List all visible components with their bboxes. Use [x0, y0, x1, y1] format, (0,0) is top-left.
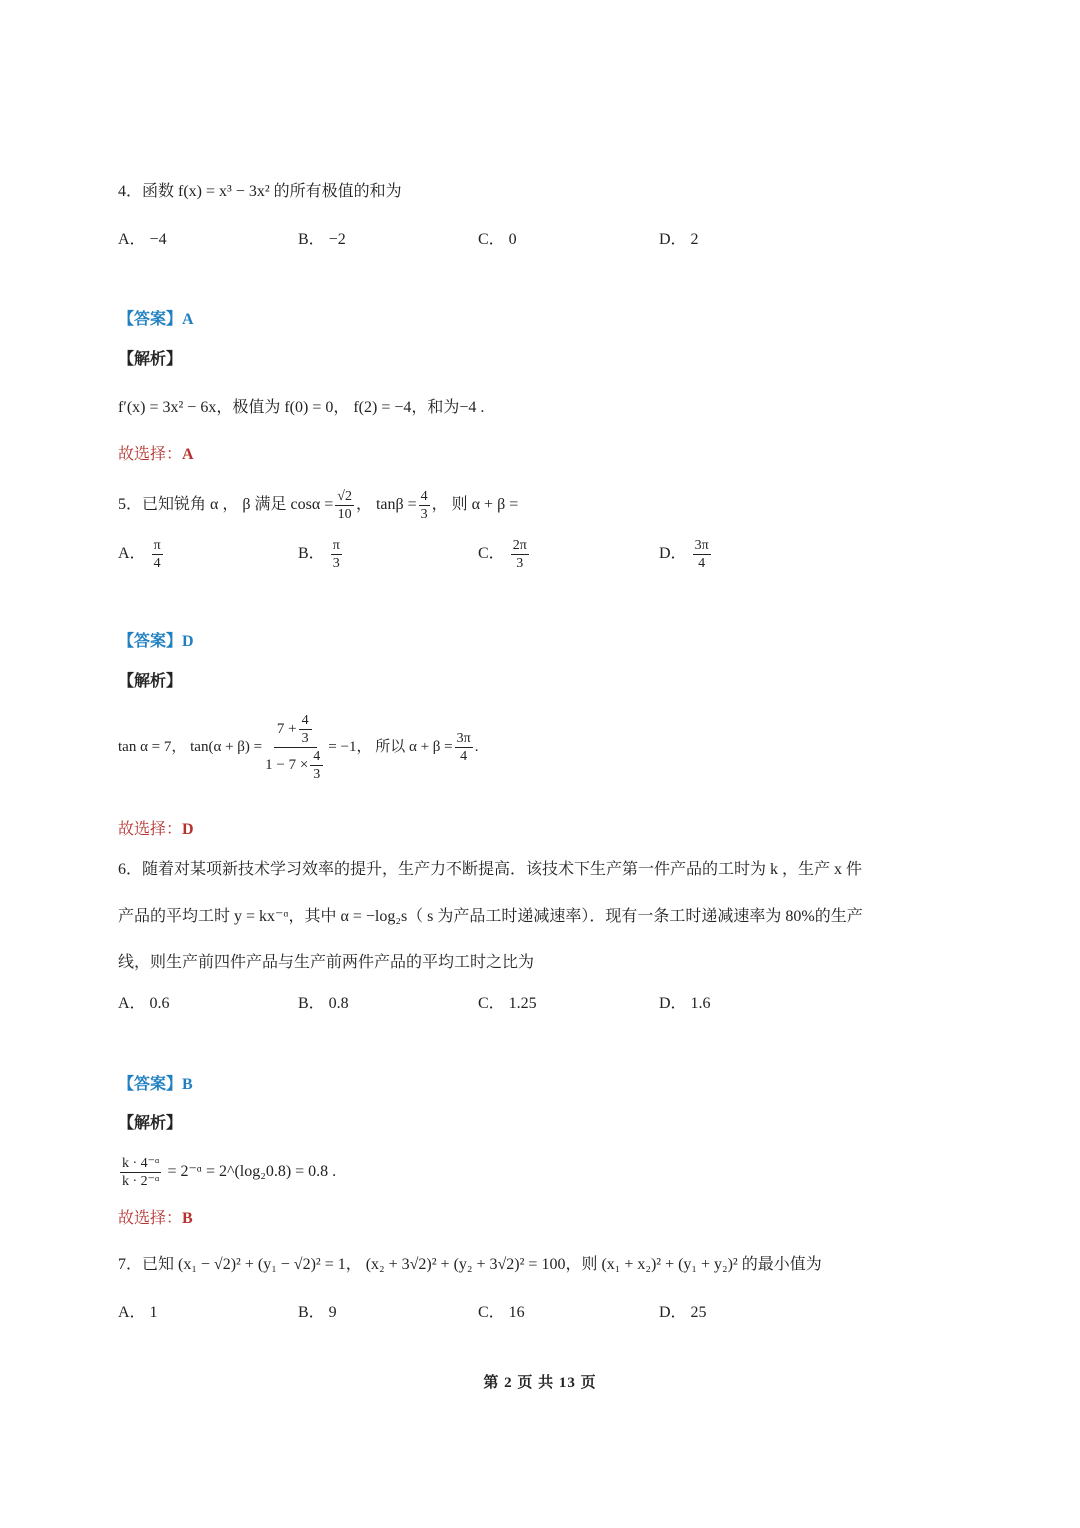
q7-option-d: D． 25	[659, 1304, 707, 1321]
q5-option-a	[118, 537, 165, 572]
numerator-text: 7 +	[276, 720, 297, 737]
numerator: π	[332, 538, 340, 553]
q6-option-c: C． 1.25	[478, 995, 537, 1012]
choose-value: A	[182, 446, 194, 463]
q6-option-b: B． 0.8	[298, 995, 349, 1012]
option-label: D．	[659, 545, 687, 563]
numerator: k · 4⁻ᵅ	[122, 1155, 160, 1171]
denominator: 3	[332, 556, 340, 571]
choose-value: D	[182, 821, 194, 838]
stem-text: ， 则 α + β =	[431, 496, 519, 514]
solution-text: = −1， 所以 α + β =	[328, 738, 453, 755]
fraction	[299, 712, 312, 747]
q5-option-d	[659, 537, 713, 572]
q5-option-c	[478, 537, 531, 572]
q5-choose	[118, 819, 194, 841]
denominator: 3	[516, 556, 524, 571]
q6-solution	[118, 1150, 336, 1194]
denominator: 4	[698, 556, 706, 571]
q7-stem: 7．已知 (x₁ − √2)² + (y₁ − √2)² = 1， (x₂ + 3√2)² + (y₂ + 3√2)² = 100，则 (x₁ + x₂)² + (y₁ + y₂)² 的最小值为	[118, 1256, 822, 1273]
denominator: 4	[460, 749, 468, 764]
choose-value: B	[182, 1210, 193, 1227]
q6-analysis-label: 【解析】	[118, 1115, 183, 1132]
q5-stem	[118, 488, 518, 523]
numerator: 3π	[456, 731, 471, 746]
numerator: 2π	[512, 538, 527, 553]
numerator: π	[153, 538, 161, 553]
numerator: 4	[299, 712, 312, 730]
q6-stem-line2: 产品的平均工时 y = kx⁻ᵅ，其中 α = −log₂s（ s 为产品工时递减速率）．现有一条工时递减速率为 80%的生产	[118, 908, 863, 925]
q5-solution	[118, 712, 478, 783]
q6-option-d: D． 1.6	[659, 995, 711, 1012]
option-label: A．	[118, 545, 146, 563]
q7-option-a: A． 1	[118, 1304, 158, 1321]
numerator: 4	[420, 489, 428, 504]
q4-option-b: B． −2	[298, 231, 346, 248]
choose-label: 故选择：	[118, 446, 183, 463]
fraction	[693, 537, 711, 572]
numerator: 4	[310, 748, 323, 766]
q6-choose	[118, 1208, 193, 1230]
q4-stem: 4．函数 f(x) = x³ − 3x² 的所有极值的和为	[118, 183, 402, 200]
q4-option-a: A． −4	[118, 231, 167, 248]
answer-label: 【答案】	[118, 1076, 183, 1093]
stem-text: ， tanβ =	[355, 496, 417, 514]
solution-text: tan α = 7， tan(α + β) =	[118, 738, 263, 755]
q4-solution: f′(x) = 3x² − 6x，极值为 f(0) = 0， f(2) = −4，和为−4 .	[118, 399, 485, 416]
q4-option-c: C． 0	[478, 231, 517, 248]
fraction	[152, 537, 163, 572]
q5-option-b	[298, 537, 344, 572]
fraction	[120, 1155, 161, 1190]
stem-text: 5．已知锐角 α ， β 满足 cosα =	[118, 496, 334, 514]
q4-option-d: D． 2	[659, 231, 699, 248]
q4-answer	[118, 309, 194, 331]
choose-label: 故选择：	[118, 821, 183, 838]
solution-text: = 2⁻ᵅ = 2^(log₂0.8) = 0.8 .	[167, 1163, 337, 1180]
answer-value: A	[182, 311, 194, 328]
denominator: k · 2⁻ᵅ	[122, 1173, 160, 1189]
page-number-footer: 第 2 页 共 13 页	[483, 1375, 597, 1391]
numerator	[274, 712, 317, 748]
denominator-text: 1 − 7 ×	[265, 756, 309, 773]
q4-analysis-label: 【解析】	[118, 351, 183, 368]
q6-stem-line1: 6．随着对某项新技术学习效率的提升，生产力不断提高．该技术下生产第一件产品的工时为 k ，生产 x 件	[118, 861, 863, 878]
denominator	[265, 748, 325, 783]
solution-text: .	[474, 738, 479, 755]
q6-stem-line3: 线，则生产前四件产品与生产前两件产品的平均工时之比为	[118, 954, 535, 971]
denominator: 4	[153, 556, 161, 571]
q7-option-b: B． 9	[298, 1304, 337, 1321]
denominator: 10	[337, 507, 352, 522]
denominator: 3	[420, 507, 428, 522]
fraction	[511, 537, 529, 572]
fraction	[310, 748, 323, 783]
answer-value: D	[182, 633, 194, 650]
answer-label: 【答案】	[118, 633, 183, 650]
q5-analysis-label: 【解析】	[118, 673, 183, 690]
denominator: 3	[301, 731, 309, 746]
fraction	[335, 488, 354, 523]
option-label: B．	[298, 545, 325, 563]
numerator: √2	[337, 489, 352, 504]
q5-answer	[118, 631, 194, 653]
choose-label: 故选择：	[118, 1210, 183, 1227]
numerator: 3π	[694, 538, 709, 553]
q6-option-a: A． 0.6	[118, 995, 170, 1012]
q6-answer	[118, 1074, 193, 1096]
answer-label: 【答案】	[118, 311, 183, 328]
option-label: C．	[478, 545, 505, 563]
fraction	[455, 730, 473, 765]
q4-choose	[118, 444, 194, 466]
q7-option-c: C． 16	[478, 1304, 525, 1321]
answer-value: B	[182, 1076, 193, 1093]
fraction	[419, 488, 430, 523]
complex-fraction	[265, 712, 325, 783]
fraction	[331, 537, 342, 572]
denominator: 3	[313, 767, 321, 782]
